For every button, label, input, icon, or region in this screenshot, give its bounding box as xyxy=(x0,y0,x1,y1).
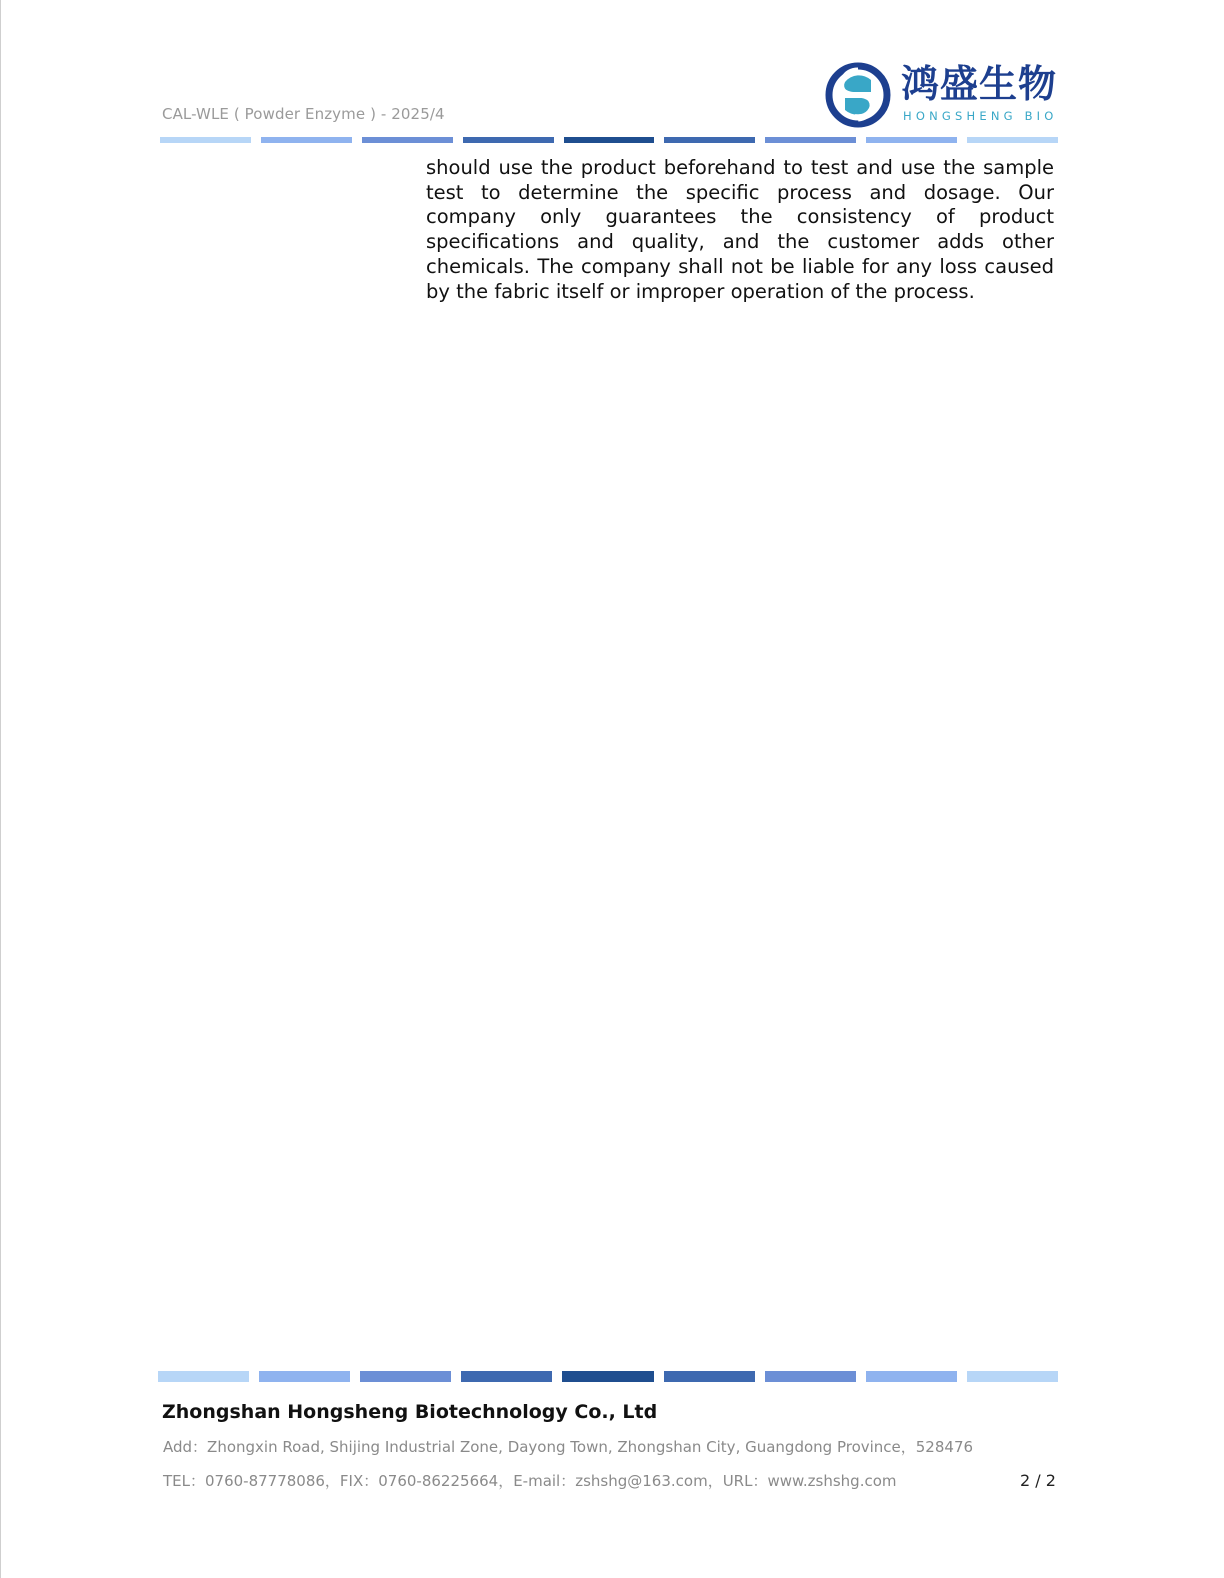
stripe-segment xyxy=(866,137,957,143)
page-left-edge xyxy=(0,0,1,1578)
header-stripe-bar xyxy=(160,137,1058,143)
stripe-segment xyxy=(360,1371,451,1382)
stripe-segment xyxy=(664,1371,755,1382)
company-logo xyxy=(825,60,1065,132)
stripe-segment xyxy=(259,1371,350,1382)
footer-company-name: Zhongshan Hongsheng Biotechnology Co., Ltd xyxy=(162,1401,658,1423)
stripe-segment xyxy=(362,137,453,143)
stripe-segment xyxy=(967,1371,1058,1382)
hongsheng-logo-icon xyxy=(825,62,891,128)
stripe-segment xyxy=(564,137,655,143)
logo-chinese-name: 鸿盛生物 xyxy=(901,62,1058,106)
stripe-segment xyxy=(261,137,352,143)
footer-stripe-bar xyxy=(158,1371,1058,1382)
footer-address: Add：Zhongxin Road, Shijing Industrial Zone, Dayong Town, Zhongshan City, Guangdong Province，528476 xyxy=(163,1438,974,1456)
stripe-segment xyxy=(765,1371,856,1382)
stripe-segment xyxy=(765,137,856,143)
stripe-segment xyxy=(866,1371,957,1382)
logo-english-name: HONGSHENG BIO xyxy=(903,109,1058,123)
footer-contact: TEL：0760-87778086，FIX：0760-86225664，E-mail：zshshg@163.com，URL：www.zshshg.com xyxy=(163,1472,897,1490)
stripe-segment xyxy=(562,1371,653,1382)
stripe-segment xyxy=(461,1371,552,1382)
body-paragraph: should use the product beforehand to test and use the sample test to determine the specific process and dosage. Our company only guarantees the consistency of product specifications and quality, and the customer adds other chemicals. The company shall not be liable for any loss caused by the fabric itself or improper operation of the process. xyxy=(426,156,1054,303)
stripe-segment xyxy=(158,1371,249,1382)
stripe-segment xyxy=(463,137,554,143)
page-number: 2 / 2 xyxy=(1020,1471,1056,1490)
stripe-segment xyxy=(160,137,251,143)
stripe-segment xyxy=(967,137,1058,143)
stripe-segment xyxy=(664,137,755,143)
document-reference: CAL-WLE ( Powder Enzyme ) - 2025/4 xyxy=(162,105,445,123)
